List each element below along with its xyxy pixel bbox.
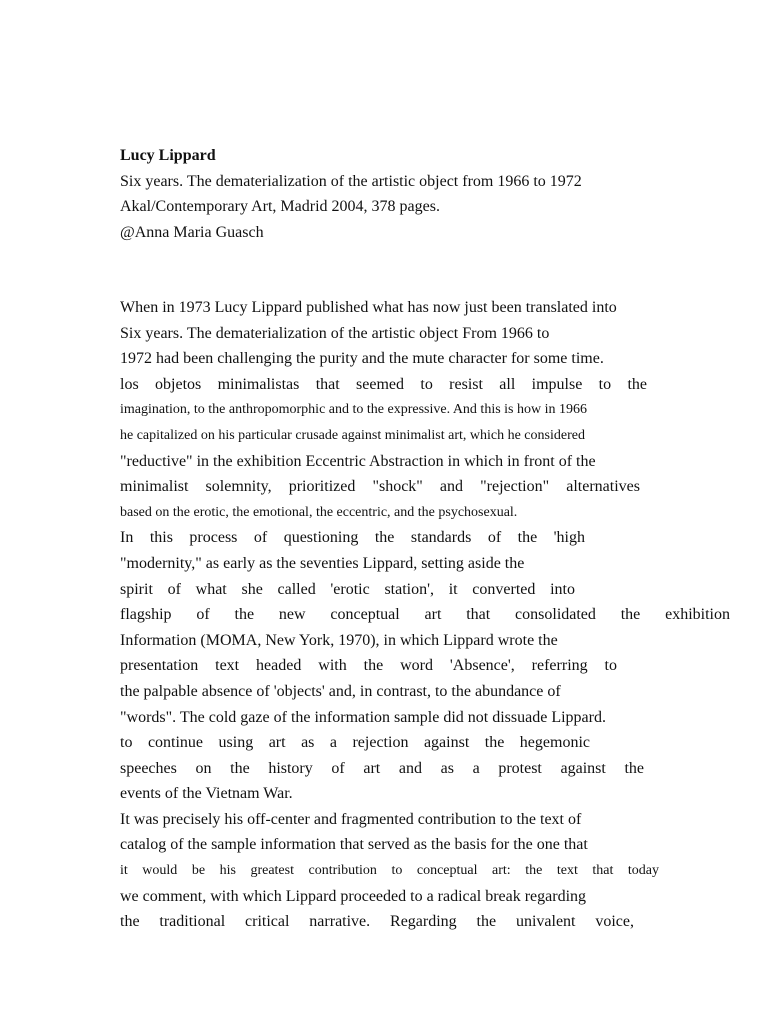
publisher-info: Akal/Contemporary Art, Madrid 2004, 378 pages. bbox=[120, 198, 440, 215]
body-line: catalog of the sample information that served as the basis for the one that bbox=[120, 836, 588, 854]
body-line: Information (MOMA, New York, 1970), in which Lippard wrote the bbox=[120, 631, 558, 649]
body-line: 1972 had been challenging the purity and the mute character for some time. bbox=[120, 350, 604, 368]
body-line: it would be his greatest contribution to conceptual art: the text that today bbox=[120, 863, 659, 879]
body-line: speeches on the history of art and as a protest against the bbox=[120, 759, 644, 777]
body-line: the traditional critical narrative. Regarding the univalent voice, bbox=[120, 913, 634, 931]
body-line: we comment, with which Lippard proceeded to a radical break regarding bbox=[120, 887, 587, 905]
body-line: los objetos minimalistas that seemed to resist all impulse to the bbox=[120, 375, 647, 393]
body-line: the palpable absence of 'objects' and, in contrast, to the abundance of bbox=[120, 682, 561, 700]
body-line: It was precisely his off-center and fragmented contribution to the text of bbox=[120, 810, 582, 828]
author-name: Lucy Lippard bbox=[120, 147, 216, 164]
review-body bbox=[120, 295, 760, 935]
body-line: to continue using art as a rejection against the hegemonic bbox=[120, 734, 590, 752]
body-line: he capitalized on his particular crusade against minimalist art, which he considered bbox=[120, 427, 585, 443]
body-line: "reductive" in the exhibition Eccentric Abstraction in which in front of the bbox=[120, 452, 596, 470]
book-title: Six years. The dematerialization of the artistic object from 1966 to 1972 bbox=[120, 172, 582, 190]
body-line: flagship of the new conceptual art that consolidated the exhibition bbox=[120, 606, 730, 624]
body-line: In this process of questioning the standards of the 'high bbox=[120, 529, 585, 547]
body-line: When in 1973 Lucy Lippard published what has now just been translated into bbox=[120, 299, 617, 316]
body-line: spirit of what she called 'erotic station', it converted into bbox=[120, 580, 575, 598]
body-line: "modernity," as early as the seventies Lippard, setting aside the bbox=[120, 554, 525, 572]
body-line: Six years. The dematerialization of the artistic object From 1966 to bbox=[120, 324, 550, 342]
body-line: based on the erotic, the emotional, the eccentric, and the psychosexual. bbox=[120, 504, 518, 520]
body-line: presentation text headed with the word 'Absence', referring to bbox=[120, 657, 617, 675]
body-line: minimalist solemnity, prioritized "shock" and "rejection" alternatives bbox=[120, 478, 640, 496]
reviewer-credit: @Anna Maria Guasch bbox=[120, 223, 264, 241]
review-header bbox=[120, 143, 740, 245]
body-line: imagination, to the anthropomorphic and to the expressive. And this is how in 1966 bbox=[120, 402, 587, 418]
body-line: "words". The cold gaze of the information sample did not dissuade Lippard. bbox=[120, 708, 606, 726]
body-line: events of the Vietnam War. bbox=[120, 785, 293, 803]
